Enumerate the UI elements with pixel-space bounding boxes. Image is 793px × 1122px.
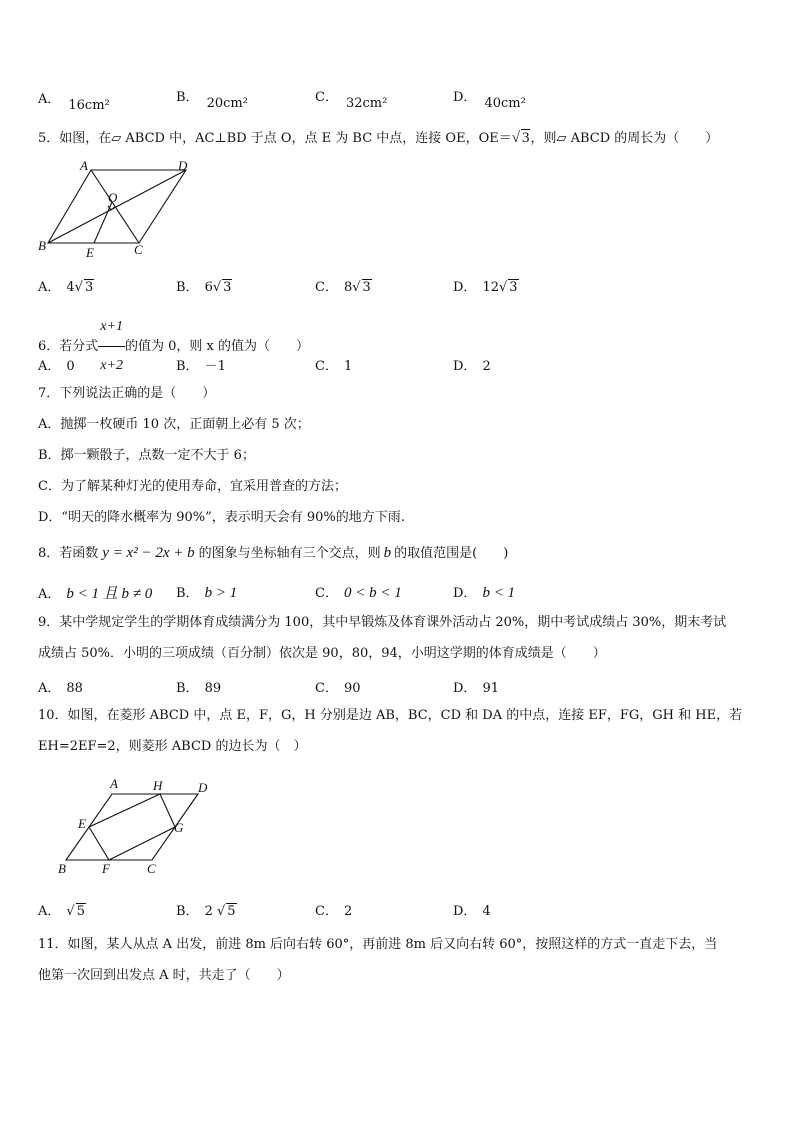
q9-stem-line2: 成绩占 50%．小明的三项成绩（百分制）依次是 90，80，94，小明这学期的体育成绩是（ ） xyxy=(38,646,606,661)
q5-option-c: C． 8√ 3 xyxy=(315,280,371,295)
q5-label-b: B xyxy=(38,238,46,253)
q10-stem-line2: EH=2EF=2，则菱形 ABCD 的边长为（ ） xyxy=(38,739,307,754)
q8-option-d: D． b < 1 xyxy=(453,585,516,601)
q10-label-c: C xyxy=(147,861,156,876)
q11-stem-line1: 11．如图，某人从点 A 出发，前进 8m 后向右转 60°，再前进 8m 后又向右转 60°，按照这样的方式一直走下去，当 xyxy=(38,937,718,952)
q5-parallelogram-figure xyxy=(36,158,206,258)
q8-function: y = x² − 2x + b xyxy=(102,545,195,561)
q10-rhombus-figure xyxy=(50,774,220,880)
q11-stem-line2: 他第一次回到出发点 A 时，共走了（ ） xyxy=(38,968,290,983)
q9-option-d: D． 91 xyxy=(453,681,499,696)
q10-option-d: D． 4 xyxy=(453,904,491,919)
sqrt-oe: √ 3 xyxy=(511,130,530,146)
q10-label-b: B xyxy=(58,861,66,876)
q9-option-c: C． 90 xyxy=(315,681,361,696)
q6-option-c: C． 1 xyxy=(315,359,353,374)
q10-option-b: B． 2 √ 5 xyxy=(176,904,236,919)
q6-option-b: B． －1 xyxy=(176,359,226,374)
q10-option-c: C． 2 xyxy=(315,904,353,919)
q4-option-a: A． 16cm² xyxy=(38,92,110,113)
q7-option-a: A．抛掷一枚硬币 10 次，正面朝上必有 5 次； xyxy=(38,417,310,432)
q8-stem: 8．若函数 y = x² − 2x + b 的图象与坐标轴有三个交点，则 b 的取值范围是( ) xyxy=(38,545,509,561)
q5-label-d: D xyxy=(178,158,188,173)
q7-option-b: B．掷一颗骰子，点数一定不大于 6； xyxy=(38,448,255,463)
q8-option-c: C． 0 < b < 1 xyxy=(315,585,402,601)
q5-stem: 5．如图，在▱ ABCD 中，AC⊥BD 于点 O，点 E 为 BC 中点，连接 OE，OE＝√ 3，则▱ ABCD 的周长为（ ） xyxy=(38,130,719,146)
q10-label-h: H xyxy=(153,778,163,793)
q4-option-c: C． 32cm² xyxy=(315,90,388,111)
q5-label-o: O xyxy=(108,190,118,205)
q6-stem: 6．若分式 $\frac{x+1}{x+2}$ 的值为 0，则 x 的值为（ ） xyxy=(38,308,309,385)
q10-label-f: F xyxy=(102,861,110,876)
q7-stem: 7．下列说法正确的是（ ） xyxy=(38,386,216,401)
q5-label-a: A xyxy=(80,158,88,173)
q7-option-c: C．为了解某种灯光的使用寿命，宜采用普查的方法； xyxy=(38,479,347,494)
q9-option-b: B． 89 xyxy=(176,681,222,696)
q5-option-d: D． 12√ 3 xyxy=(453,280,518,295)
q7-option-d: D．“明天的降水概率为 90%”，表示明天会有 90%的地方下雨. xyxy=(38,510,405,525)
q4-option-d: D． 40cm² xyxy=(453,90,526,111)
q10-option-a: A． √ 5 xyxy=(38,904,85,919)
q9-stem-line1: 9．某中学规定学生的学期体育成绩满分为 100，其中早锻炼及体育课外活动占 20%，期中考试成绩占 30%，期末考试 xyxy=(38,615,727,630)
q10-label-e: E xyxy=(78,816,86,831)
q8-option-b: B． b > 1 xyxy=(176,585,238,601)
q10-stem-line1: 10．如图，在菱形 ABCD 中，点 E，F，G，H 分别是边 AB，BC，CD 和 DA 的中点，连接 EF，FG，GH 和 HE，若 xyxy=(38,708,743,723)
q10-label-d: D xyxy=(198,780,208,795)
q8-option-a: A． b < 1 且 b ≠ 0 xyxy=(38,586,153,602)
q5-label-e: E xyxy=(86,245,94,258)
q10-label-g: G xyxy=(174,820,184,835)
q9-option-a: A． 88 xyxy=(38,681,83,696)
q4-option-b: B． 20cm² xyxy=(176,90,248,111)
q5-option-a: A． 4√ 3 xyxy=(38,280,94,295)
q5-option-b: B． 6√ 3 xyxy=(176,280,232,295)
q5-label-c: C xyxy=(134,242,143,257)
q6-fraction: $\frac{x+1}{x+2}$ xyxy=(98,308,125,385)
q6-option-a: A． 0 xyxy=(38,359,75,374)
q10-label-a: A xyxy=(110,776,118,791)
q6-option-d: D． 2 xyxy=(453,359,491,374)
